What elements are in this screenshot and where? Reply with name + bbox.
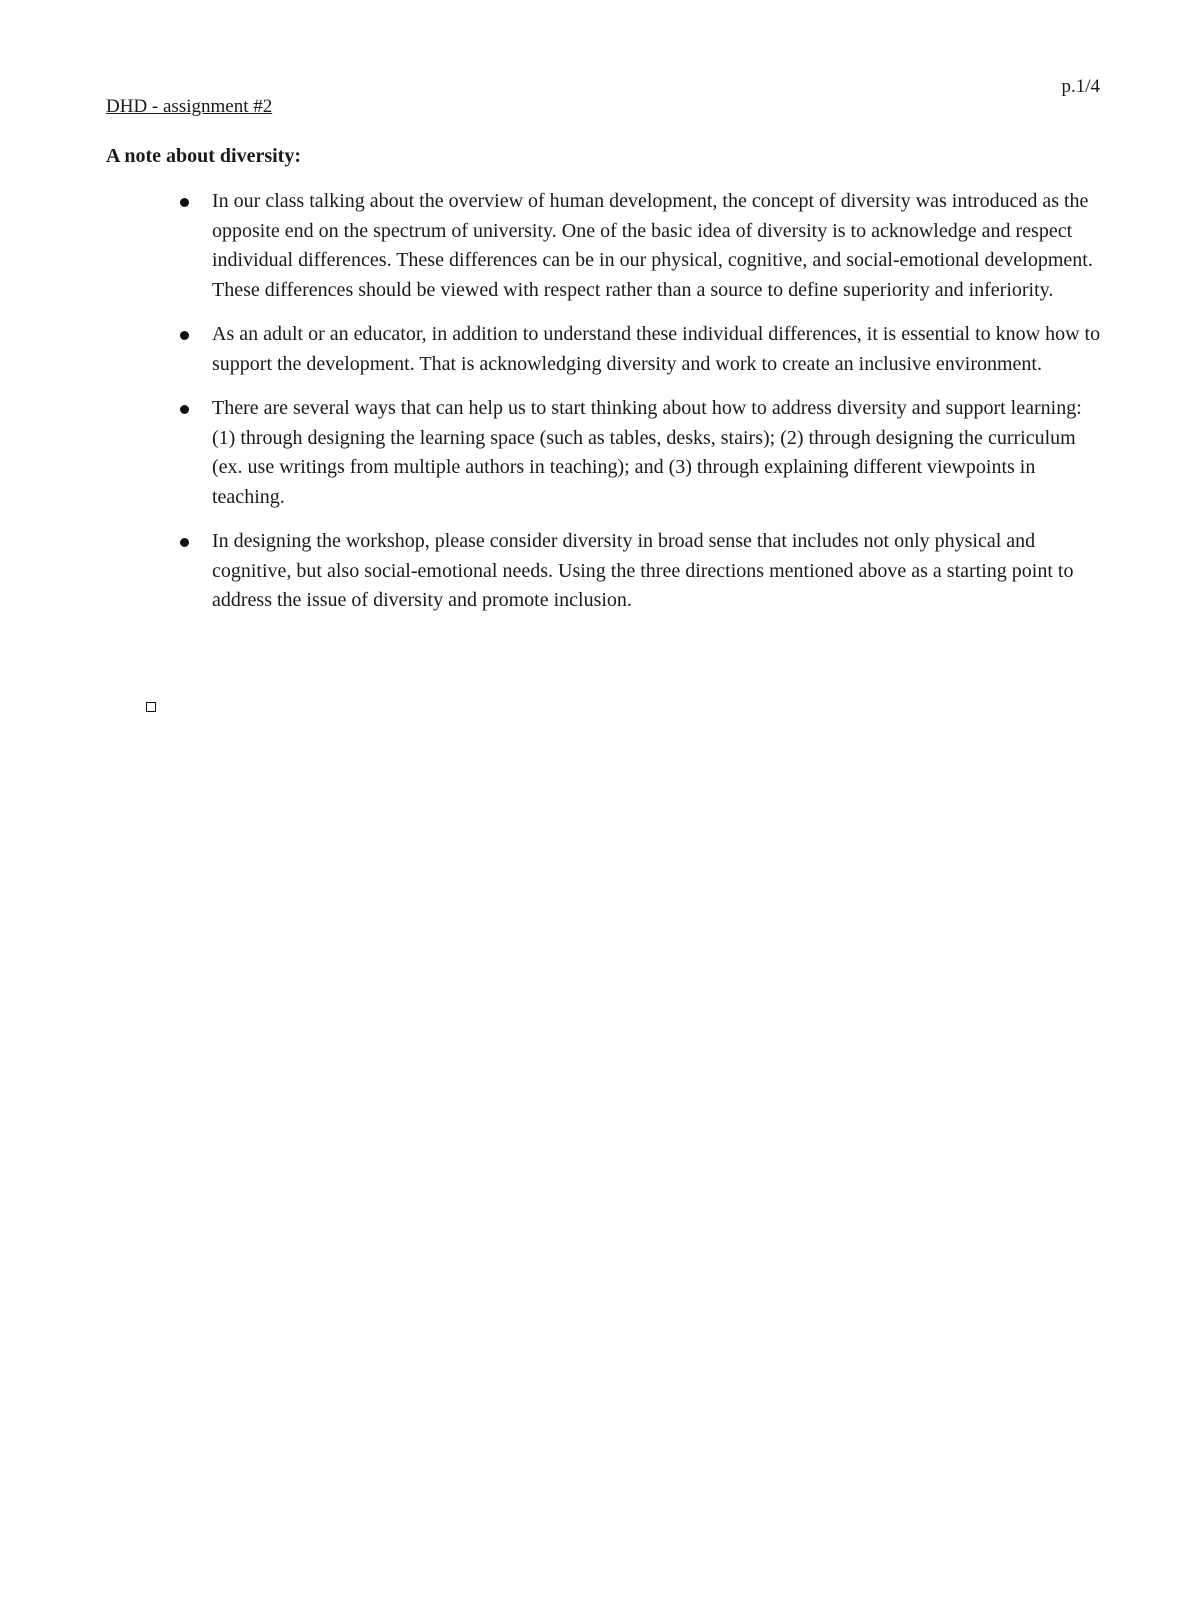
list-item — [106, 187, 1104, 305]
empty-square-bullet-icon — [146, 702, 156, 712]
list-item-text: There are several ways that can help us to start thinking about how to address diversity and support learning: (1) through designing the learning space (such as tables, desks, stairs); (2) through designing the curriculum (ex. use writings from multiple authors in teaching); and (3) through explaining different viewpoints in teaching. — [212, 397, 1082, 508]
list-item — [106, 394, 1104, 512]
bullet-list — [106, 187, 1104, 631]
document-header: DHD - assignment #2 — [106, 96, 273, 117]
list-item-text: In our class talking about the overview of human development, the concept of diversity was introduced as the opposite end on the spectrum of university. One of the basic idea of diversity is to acknowledge and respect individual differences. These differences can be in our physical, cognitive, and social-emotional development. These differences should be viewed with respect rather than a source to define superiority and inferiority. — [212, 190, 1093, 301]
bullet-dot-icon — [180, 538, 189, 547]
list-item — [106, 527, 1104, 616]
bullet-dot-icon — [180, 331, 189, 340]
section-title: A note about diversity: — [106, 145, 301, 167]
page-number: p.1/4 — [1061, 76, 1100, 97]
list-item-text: As an adult or an educator, in addition to understand these individual differences, it is essential to know how to support the development. That is acknowledging diversity and work to create an inclusive environment. — [212, 323, 1101, 375]
list-item — [106, 320, 1104, 379]
bullet-dot-icon — [180, 405, 189, 414]
list-item-text: In designing the workshop, please consider diversity in broad sense that includes not only physical and cognitive, but also social-emotional needs. Using the three directions mentioned above as a starting point to address the issue of diversity and promote inclusion. — [212, 530, 1074, 611]
bullet-dot-icon — [180, 198, 189, 207]
